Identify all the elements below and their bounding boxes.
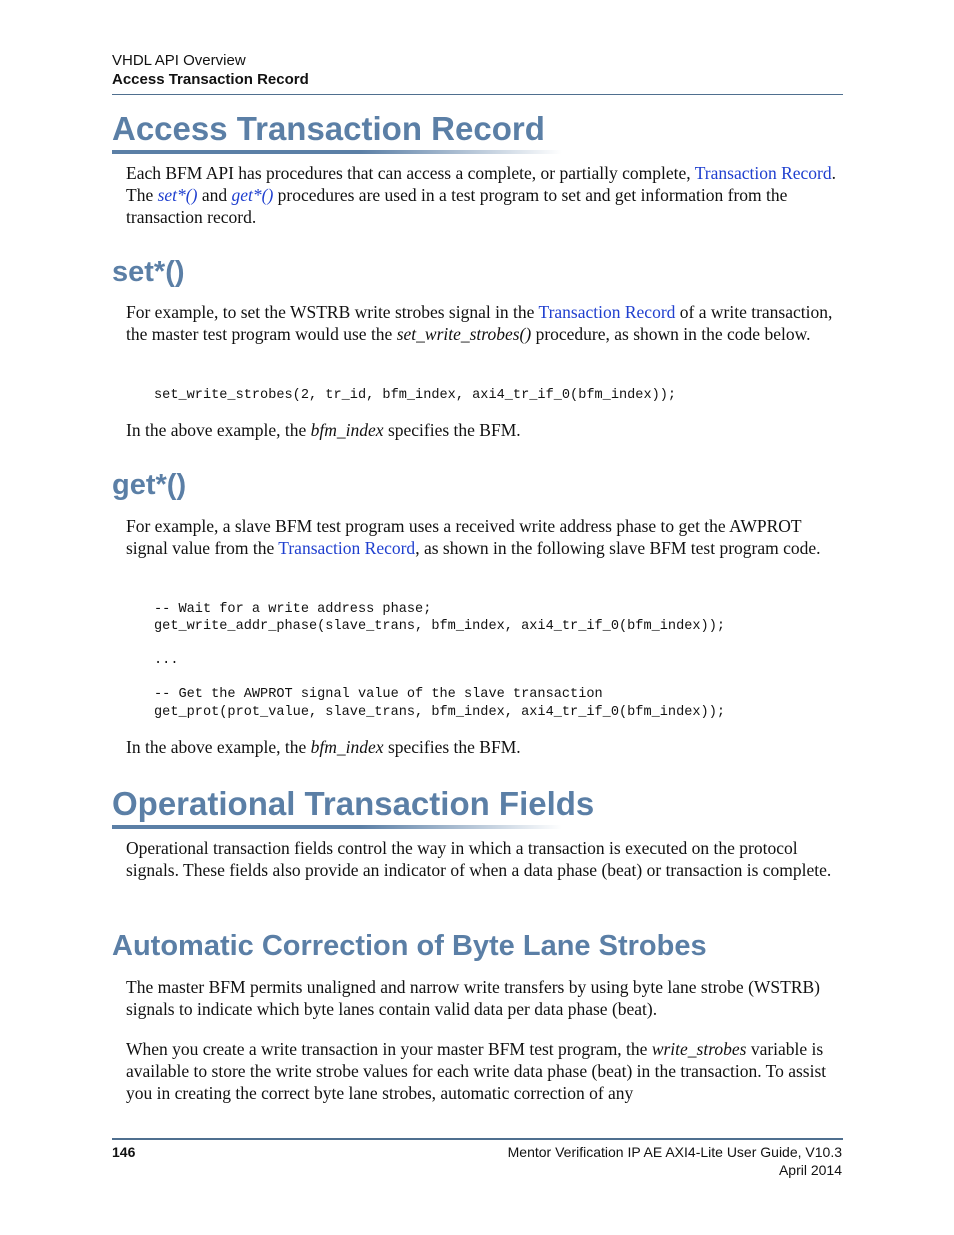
code-line: -- Get the AWPROT signal value of the slave transaction <box>154 687 603 702</box>
text-run: and <box>197 185 232 205</box>
code-set-write-strobes: set_write_strobes(2, tr_id, bfm_index, axi4_tr_if_0(bfm_index)); <box>154 388 677 403</box>
text-run: For example, to set the WSTRB write strobes signal in the <box>126 302 539 322</box>
transaction-record-link[interactable]: Transaction Record <box>694 163 832 183</box>
code-line: get_prot(prot_value, slave_trans, bfm_index, axi4_tr_if_0(bfm_index)); <box>154 705 726 720</box>
page-number: 146 <box>112 1144 136 1160</box>
code-line: -- Wait for a write address phase; <box>154 602 432 617</box>
transaction-record-link[interactable]: Transaction Record <box>278 538 416 558</box>
heading-operational-transaction-fields: Operational Transaction Fields <box>112 785 595 822</box>
paragraph-byte-lane-strobes: The master BFM permits unaligned and narrow write transfers by using byte lane strobe (WSTRB) signals to indicate which byte lanes contain valid data per data phase (beat). <box>126 977 821 1019</box>
heading-get: get*() <box>112 469 187 501</box>
paragraph-write-strobes <box>126 1038 846 1104</box>
set-link[interactable]: set*() <box>157 185 198 205</box>
heading-access-transaction-record: Access Transaction Record <box>112 110 545 147</box>
variable-name: write_strobes <box>651 1039 747 1059</box>
text-run: , as shown in the following slave BFM test program code. <box>415 538 821 558</box>
paragraph-set-example <box>126 301 846 345</box>
heading-underline <box>112 825 562 829</box>
text-run: When you create a write transaction in your master BFM test program, the <box>126 1039 652 1059</box>
text-run: variable is available to store the write strobe values for each write data phase (beat) in the transaction. To assist you in creating the correct byte lane strobes, automatic correction of any <box>126 1039 827 1103</box>
text-run: of a write transaction, the master test program would use the <box>126 302 833 344</box>
header-divider <box>112 94 843 95</box>
heading-set: set*() <box>112 256 185 288</box>
footer-date: April 2014 <box>778 1162 842 1178</box>
function-name: set_write_strobes() <box>396 324 532 344</box>
text-run: specifies the BFM. <box>383 737 521 757</box>
paragraph-set-note <box>126 419 846 441</box>
paragraph-get-example <box>126 515 846 559</box>
text-run: Each BFM API has procedures that can access a complete, or partially complete, <box>126 163 695 183</box>
paragraph-get-note <box>126 736 846 758</box>
text-run: In the above example, the <box>126 737 311 757</box>
paragraph-operational-fields: Operational transaction fields control the way in which a transaction is executed on the protocol signals. These fields also provide an indicator of when a data phase (beat) or transaction is complete. <box>126 838 832 880</box>
text-run: . The <box>126 163 837 205</box>
header-section: Access Transaction Record <box>112 71 309 88</box>
text-run: specifies the BFM. <box>383 420 521 440</box>
header-chapter: VHDL API Overview <box>112 52 246 69</box>
code-line: ... <box>154 653 179 668</box>
variable-name: bfm_index <box>310 420 384 440</box>
footer-doc-title: Mentor Verification IP AE AXI4-Lite User Guide, V10.3 <box>507 1144 842 1160</box>
transaction-record-link[interactable]: Transaction Record <box>538 302 676 322</box>
text-run: For example, a slave BFM test program uses a received write address phase to get the AWPROT signal value from the <box>126 516 802 558</box>
text-run: In the above example, the <box>126 420 311 440</box>
heading-automatic-correction: Automatic Correction of Byte Lane Strobes <box>112 930 707 962</box>
text-run: procedure, as shown in the code below. <box>531 324 811 344</box>
footer-info <box>508 1143 842 1179</box>
get-link[interactable]: get*() <box>231 185 274 205</box>
code-line: get_write_addr_phase(slave_trans, bfm_index, axi4_tr_if_0(bfm_index)); <box>154 619 726 634</box>
footer-divider <box>112 1138 843 1140</box>
paragraph-intro <box>126 162 846 228</box>
text-run: procedures are used in a test program to set and get information from the transaction record. <box>126 185 788 227</box>
variable-name: bfm_index <box>310 737 384 757</box>
heading-underline <box>112 150 562 154</box>
running-header <box>112 51 309 89</box>
